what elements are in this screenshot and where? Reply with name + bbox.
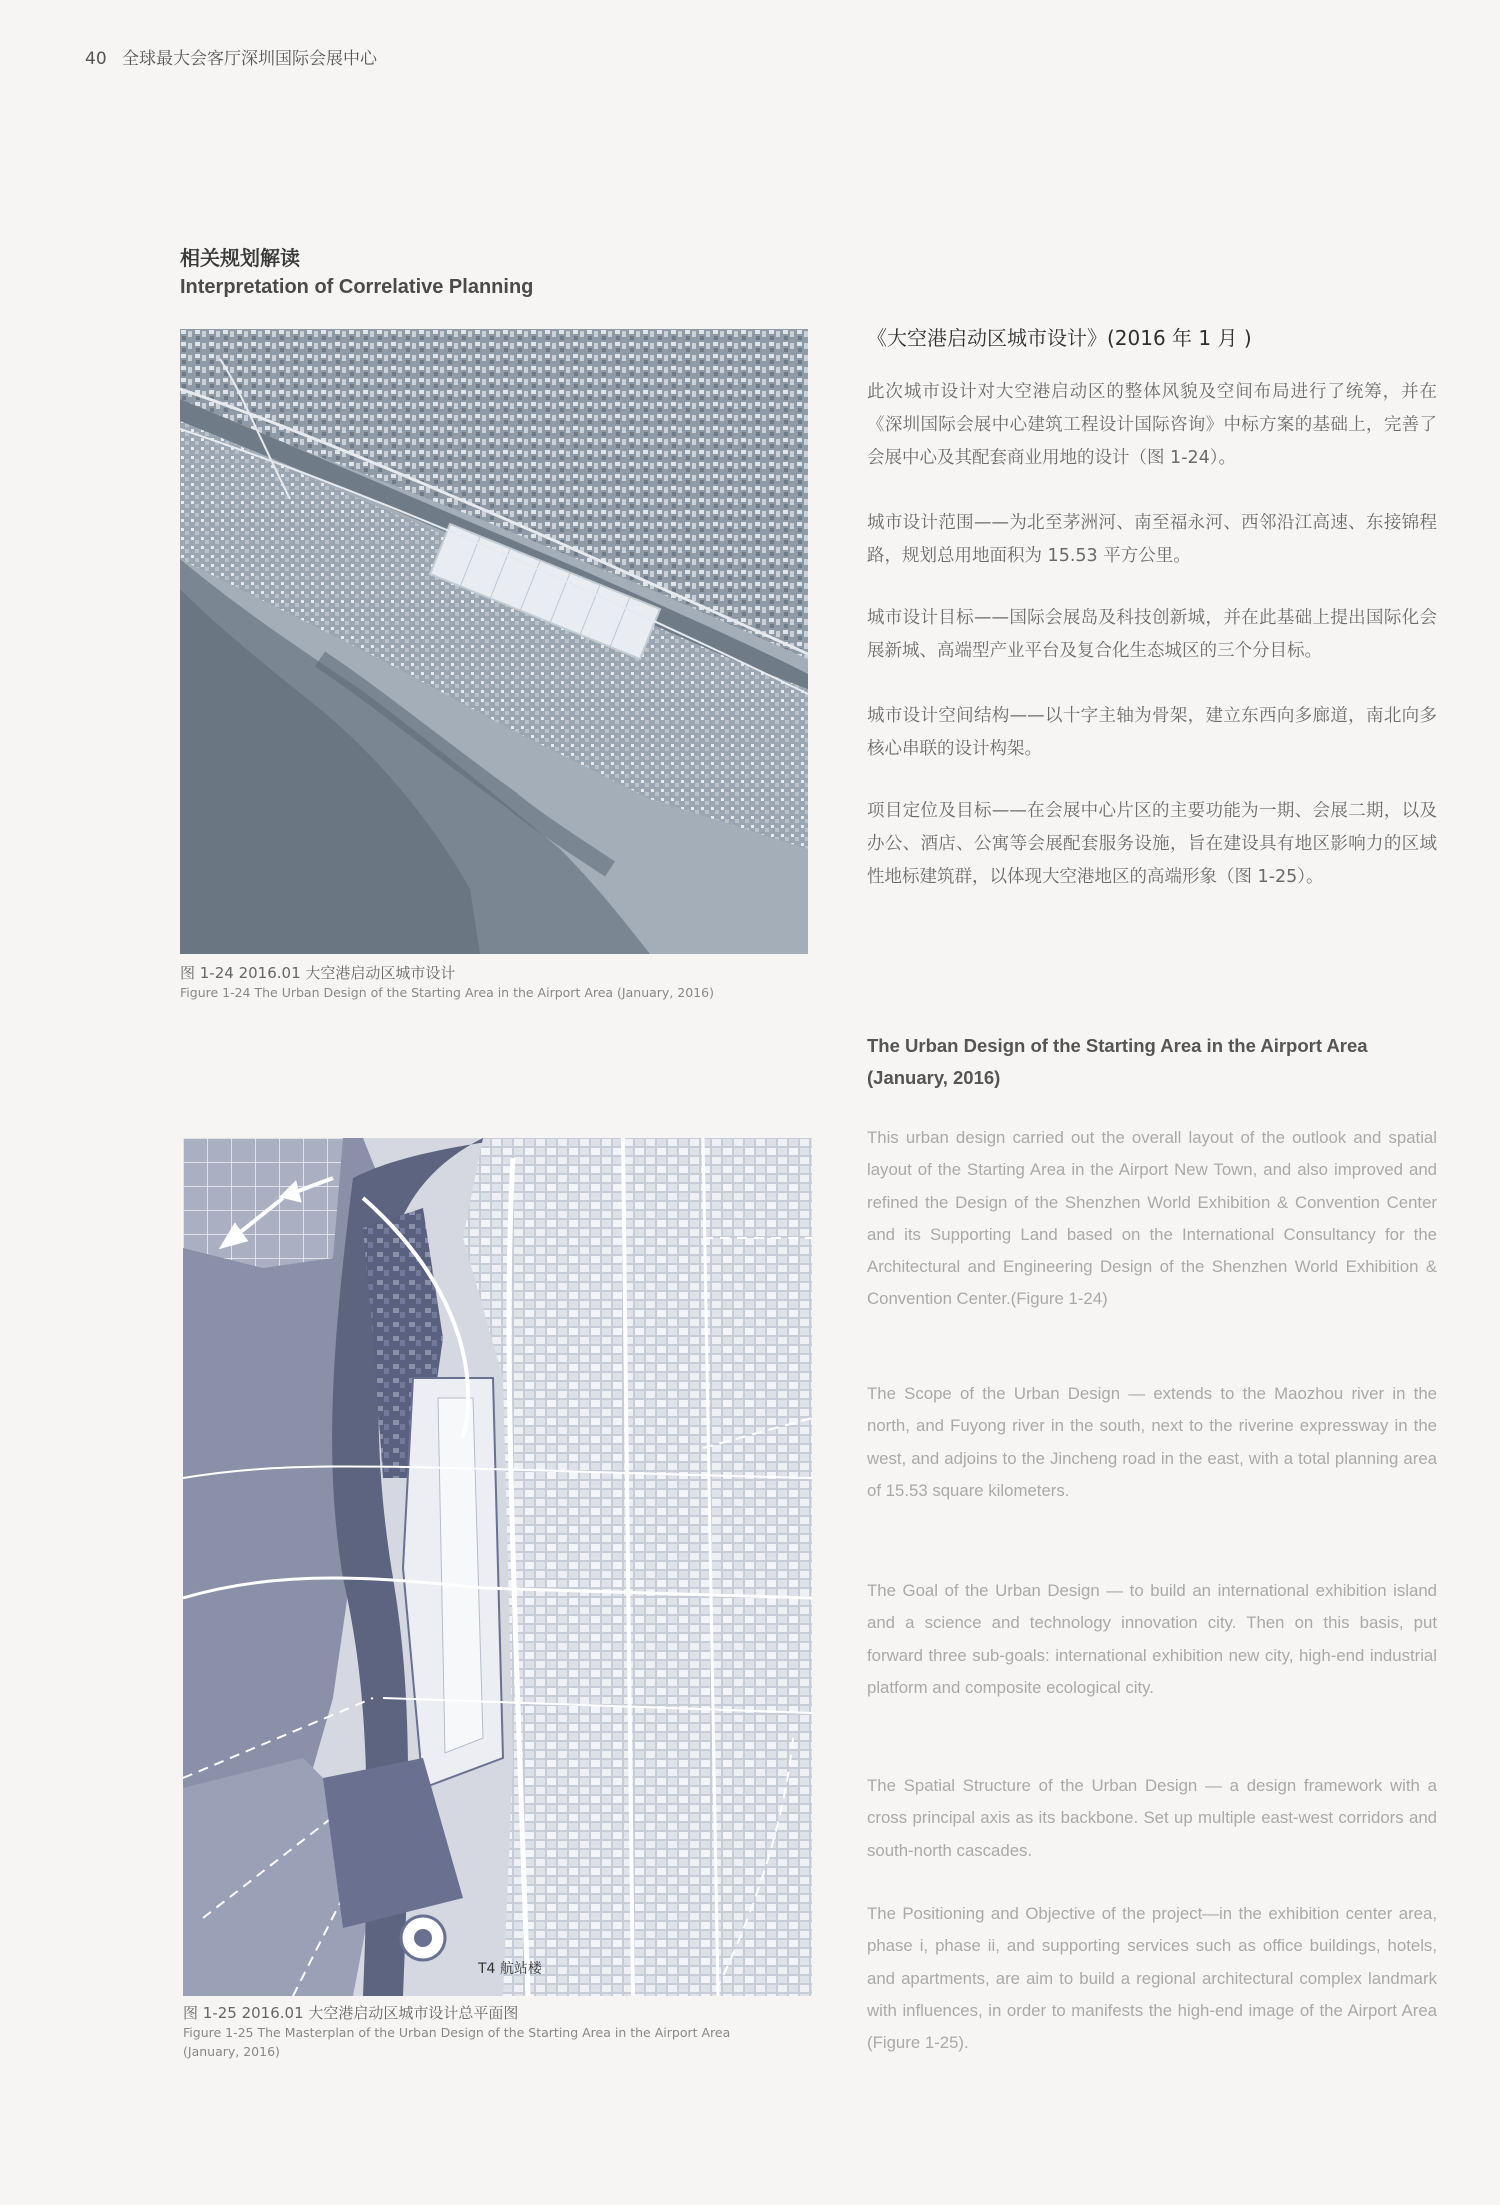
aerial-rendering-graphic bbox=[180, 329, 808, 954]
figure-1-25-caption-cn: 图 1-25 2016.01 大空港启动区城市设计总平面图 bbox=[183, 2004, 519, 2022]
paragraph-cn-1: 此次城市设计对大空港启动区的整体风貌及空间布局进行了统筹，并在《深圳国际会展中心建筑工程设计国际咨询》中标方案的基础上，完善了会展中心及其配套商业用地的设计（图 1-24）。 bbox=[867, 382, 1437, 468]
paragraph-cn-5: 项目定位及目标——在会展中心片区的主要功能为一期、会展二期，以及办公、酒店、公寓等会展配套服务设施，旨在建设具有地区影响力的区域性地标建筑群，以体现大空港地区的高端形象（图 1-25）。 bbox=[867, 801, 1437, 887]
book-title: 全球最大会客厅深圳国际会展中心 bbox=[122, 49, 378, 69]
masterplan-image bbox=[183, 1138, 812, 1996]
paragraph-en-2: The Scope of the Urban Design — extends to the Maozhou river in the north, and Fuyong river in the south, next to the riverine expressway in the west, and adjoins to the Jincheng road in the east, with a total planning area of 15.53 square kilometers. bbox=[867, 1384, 1437, 1500]
t4-terminal-label: T4 航站楼 bbox=[478, 1961, 542, 1977]
figure-1-25-caption-en-1: Figure 1-25 The Masterplan of the Urban Design of the Starting Area in the Airport Area bbox=[183, 2025, 731, 2040]
figure-1-25-caption-en-2: (January, 2016) bbox=[183, 2044, 280, 2059]
paragraph-cn-4: 城市设计空间结构——以十字主轴为骨架，建立东西向多廊道，南北向多核心串联的设计构架。 bbox=[867, 706, 1437, 759]
section-title-en: Interpretation of Correlative Planning bbox=[180, 276, 534, 298]
masterplan-graphic bbox=[183, 1138, 812, 1996]
figure-1-24-caption bbox=[180, 964, 714, 1002]
running-header bbox=[85, 44, 377, 69]
paragraph-en-5: The Positioning and Objective of the project—in the exhibition center area, phase i, phase ii, and supporting services such as office buildings, hotels, and apartments, are aim to build a regional architectural complex landmark with influences, in order to manifests the high-end image of the Airport Area (Figure 1-25). bbox=[867, 1904, 1437, 2053]
figure-1-24-caption-en: Figure 1-24 The Urban Design of the Starting Area in the Airport Area (January, 2016) bbox=[180, 985, 714, 1000]
figure-1-25-caption bbox=[183, 2004, 730, 2061]
section-title-cn: 相关规划解读 bbox=[180, 246, 300, 270]
paragraph-cn-3: 城市设计目标——国际会展岛及科技创新城，并在此基础上提出国际化会展新城、高端型产业平台及复合化生态城区的三个分目标。 bbox=[867, 608, 1437, 661]
paragraph-cn-2: 城市设计范围——为北至茅洲河、南至福永河、西邻沿江高速、东接锦程路，规划总用地面积为 15.53 平方公里。 bbox=[867, 513, 1437, 566]
figure-1-24-caption-cn: 图 1-24 2016.01 大空港启动区城市设计 bbox=[180, 964, 456, 982]
document-title-cn: 《大空港启动区城市设计》(2016 年 1 月 ) bbox=[867, 326, 1252, 350]
paragraph-en-4: The Spatial Structure of the Urban Design — a design framework with a cross principal axis as its backbone. Set up multiple east-west corridors and south-north cascades. bbox=[867, 1776, 1437, 1860]
section-heading bbox=[180, 244, 533, 302]
document-title-en: The Urban Design of the Starting Area in the Airport Area (January, 2016) bbox=[867, 1035, 1368, 1088]
paragraph-en-3: The Goal of the Urban Design — to build an international exhibition island and a science and technology innovation city. Then on this basis, put forward three sub-goals: international exhibition new city, high-end industrial platform and composite ecological city. bbox=[867, 1581, 1437, 1697]
aerial-rendering-image bbox=[180, 329, 808, 954]
page-number: 40 bbox=[85, 49, 107, 69]
paragraph-en-1: This urban design carried out the overall layout of the outlook and spatial layout of the Starting Area in the Airport New Town, and also improved and refined the Design of the Shenzhen World Exhibition & Convention Center and its Supporting Land based on the International Consultancy for the Architectural and Engineering Design of the Shenzhen World Exhibition & Convention Center.(Figure 1-24) bbox=[867, 1128, 1437, 1309]
